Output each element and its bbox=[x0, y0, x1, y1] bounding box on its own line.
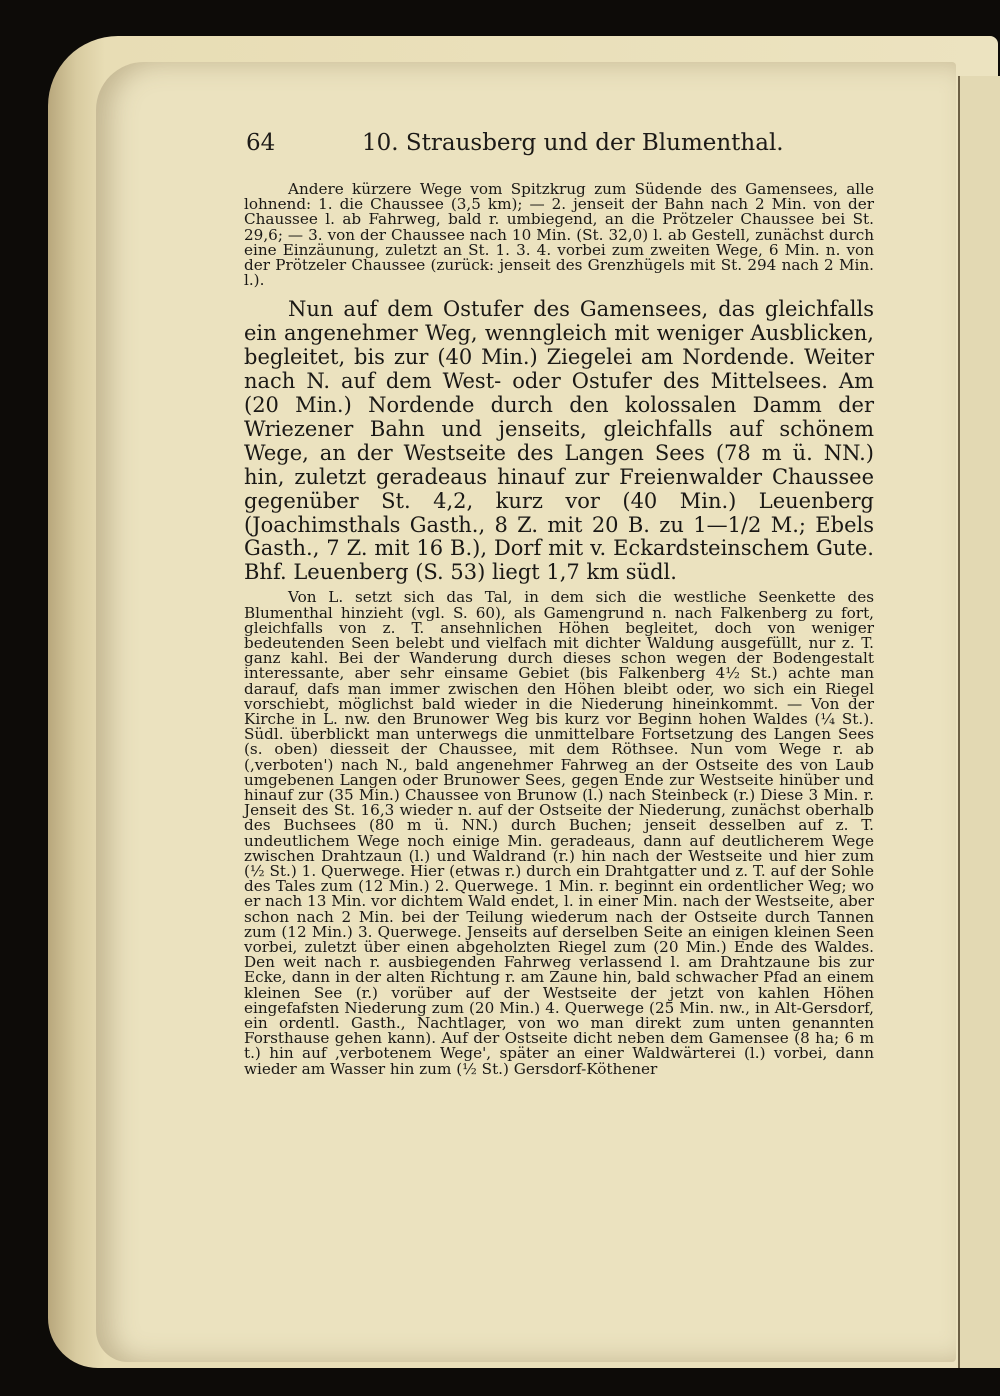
paragraph-alternative-routes: Andere kürzere Wege vom Spitzkrug zum Südende des Gamensees, alle lohnend: 1. die Chaussee (3,5 km); — 2. jenseit der Bahn nach 2 Min. von der Chaussee l. ab Fahrweg, bald r. umbiegend, an die Prötzeler Chaussee bei St. 29,6; — 3. von der Chaussee nach 10 Min. (St. 32,0) l. ab Gestell, zunächst durch eine Einzäunung, zuletzt an St. 1. 3. 4. vorbei zum zweiten Wege, 6 Min. n. von der Prötzeler Chaussee (zurück: jenseit des Grenzhügels mit St. 294 nach 2 Min. l.). bbox=[244, 180, 874, 290]
page-number: 64 bbox=[246, 130, 276, 156]
paragraph-main-route: Nun auf dem Ostufer des Gamensees, das gleichfalls ein angenehmer Weg, wenngleich mit weniger Ausblicken, begleitet, bis zur (40 Min.) Ziegelei am Nordende. Weiter nach N. auf dem West- oder Ostufer des Mittelsees. Am (20 Min.) Nordende durch den kolossalen Damm der Wriezener Bahn und jenseits, gleichfalls auf schönem Wege, an der Westseite des Langen Sees (78 m ü. NN.) hin, zuletzt geradeaus hinauf zur Freienwalder Chaussee gegenüber St. 4,2, kurz vor (40 Min.) Leuenberg (Joachimsthals Gasth., 8 Z. mit 20 B. zu 1—1/2 M.; Ebels Gasth., 7 Z. mit 16 B.), Dorf mit v. Eckardsteinschem Gute. Bhf. Leuenberg (S. 53) liegt 1,7 km südl. bbox=[244, 297, 874, 585]
paragraph-falkenberg-route: Von L. setzt sich das Tal, in dem sich die westliche Seenkette des Blumenthal hinzieht (vgl. S. 60), als Gamengrund n. nach Falkenberg zu fort, gleichfalls von z. T. ansehnlichen Höhen begleitet, doch von weniger bedeutenden Seen belebt und vielfach mit dichter Waldung ausgefüllt, nur z. T. ganz kahl. Bei der Wanderung durch dieses schon wegen der Bodengestalt interessante, aber sehr einsame Gebiet (bis Falkenberg 4½ St.) achte man darauf, dafs man immer zwischen den Höhen bleibt oder, wo sich ein Riegel vorschiebt, möglichst bald wieder in die Niederung hineinkommt. — Von der Kirche in L. nw. den Brunower Weg bis kurz vor Beginn hohen Waldes (¼ St.). Südl. überblickt man unterwegs die unmittelbare Fortsetzung des Langen Sees (s. oben) diesseit der Chaussee, mit dem Röthsee. Nun vom Wege r. ab (‚verboten') nach N., bald angenehmer Fahrweg an der Ostseite des von Laub umgebenen Langen oder Brunower Sees, gegen Ende zur Westseite hinüber und hinauf zur (35 Min.) Chaussee von Brunow (l.) nach Steinbeck (r.) Diese 3 Min. r. Jenseit des St. 16,3 wieder n. auf der Ostseite der Niederung, zunächst oberhalb des Buchsees (80 m ü. NN.) durch Buchen; jenseit desselben auf z. T. undeutlichem Wege noch einige Min. geradeaus, dann auf deutlicherem Wege zwischen Drahtzaun (l.) und Waldrand (r.) hin nach der Westseite und hier zum (½ St.) 1. Querwege. Hier (etwas r.) durch ein Drahtgatter und z. T. auf der Sohle des Tales zum (12 Min.) 2. Querwege. 1 Min. r. beginnt ein ordentlicher Weg; wo er nach 13 Min. vor dichtem Wald endet, l. in einer Min. nach der Westseite, aber schon nach 2 Min. bei der Teilung wiederum nach der Ostseite durch Tannen zum (12 Min.) 3. Querwege. Jenseits auf derselben Seite an einigen kleinen Seen vorbei, zuletzt über einen abgeholzten Riegel zum (20 Min.) Ende des Waldes. Den weit nach r. ausbiegenden Fahrweg verlassend l. am Drahtzaune bis zur Ecke, dann in der alten Richtung r. am Zaune hin, bald schwacher Pfad an einem kleinen See (r.) vorüber auf der Westseite der jetzt von kahlen Höhen eingefafsten Niederung zum (20 Min.) 4. Querwege (25 Min. nw., in Alt-Gersdorf, ein ordentl. Gasth., Nachtlager, von wo man direkt zum unten genannten Forsthause gehen kann). Auf der Ostseite dicht neben dem Gamensee (8 ha; 6 m t.) hin auf ‚verbotenem Wege', später an einer Waldwärterei (l.) vorbei, dann wieder am Wasser hin zum (½ St.) Gersdorf-Köthener bbox=[244, 588, 874, 1078]
running-title: 10. Strausberg und der Blumenthal. bbox=[362, 130, 784, 156]
page-header bbox=[246, 130, 874, 166]
facing-page-edge bbox=[958, 76, 1000, 1368]
body-text bbox=[244, 182, 874, 1087]
